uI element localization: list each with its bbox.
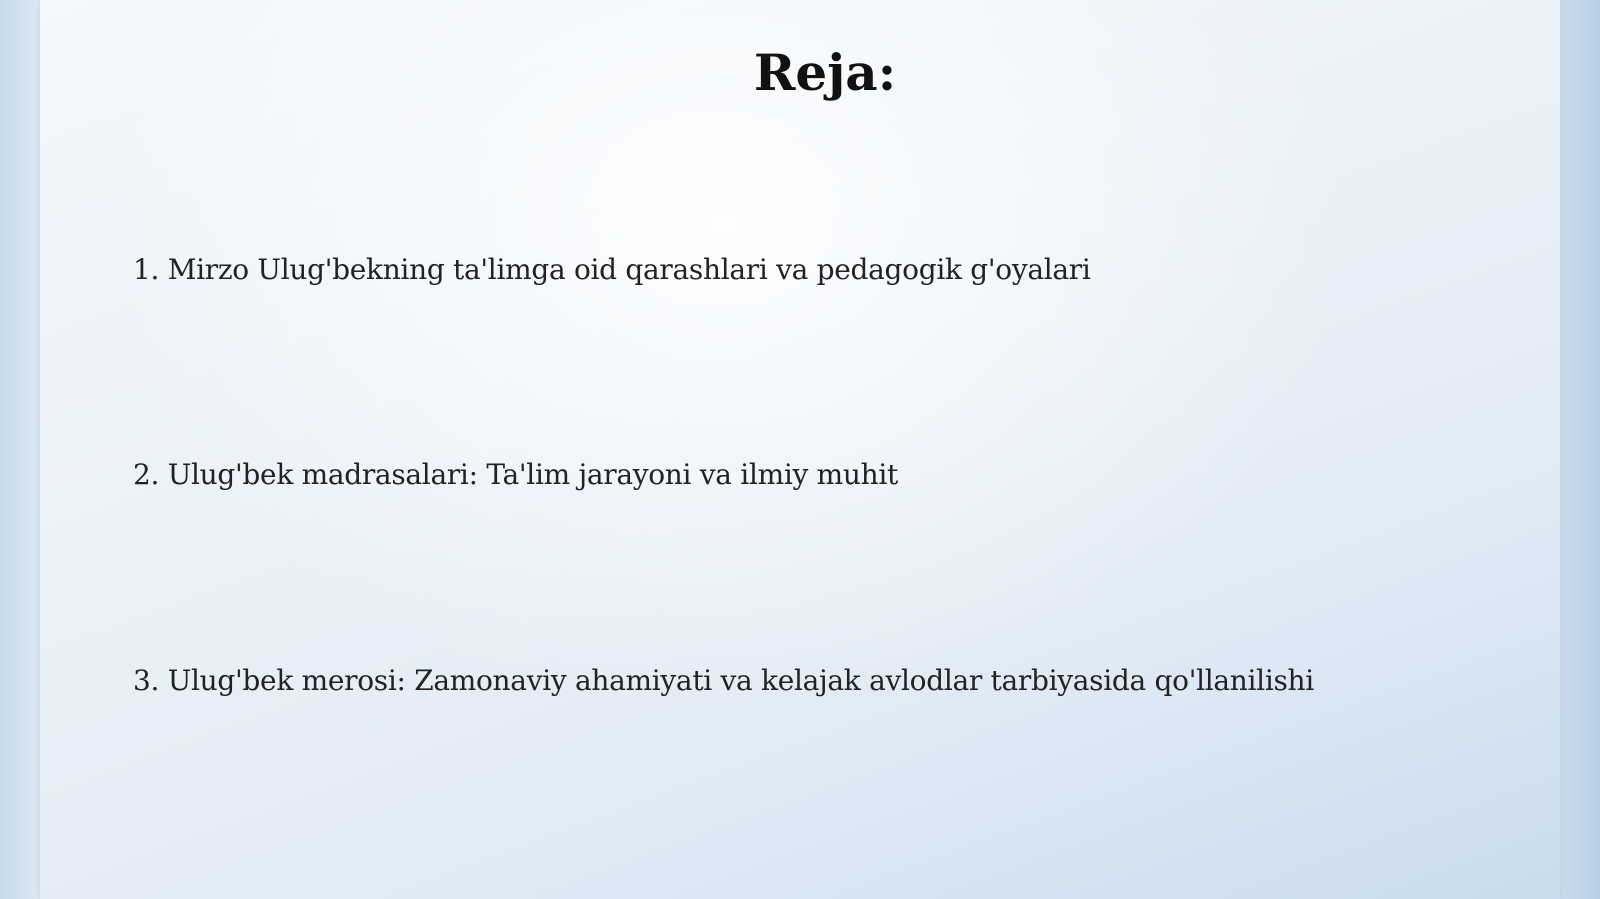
slide bbox=[40, 0, 1560, 899]
plan-item-3: 3. Ulug'bek merosi: Zamonaviy ahamiyati va kelajak avlodlar tarbiyasida qo'llanilishi bbox=[133, 664, 1314, 697]
plan-item-2: 2. Ulug'bek madrasalari: Ta'lim jarayoni va ilmiy muhit bbox=[133, 458, 898, 491]
slide-title: Reja: bbox=[753, 43, 897, 102]
plan-item-1: 1. Mirzo Ulug'bekning ta'limga oid qarashlari va pedagogik g'oyalari bbox=[133, 253, 1091, 286]
